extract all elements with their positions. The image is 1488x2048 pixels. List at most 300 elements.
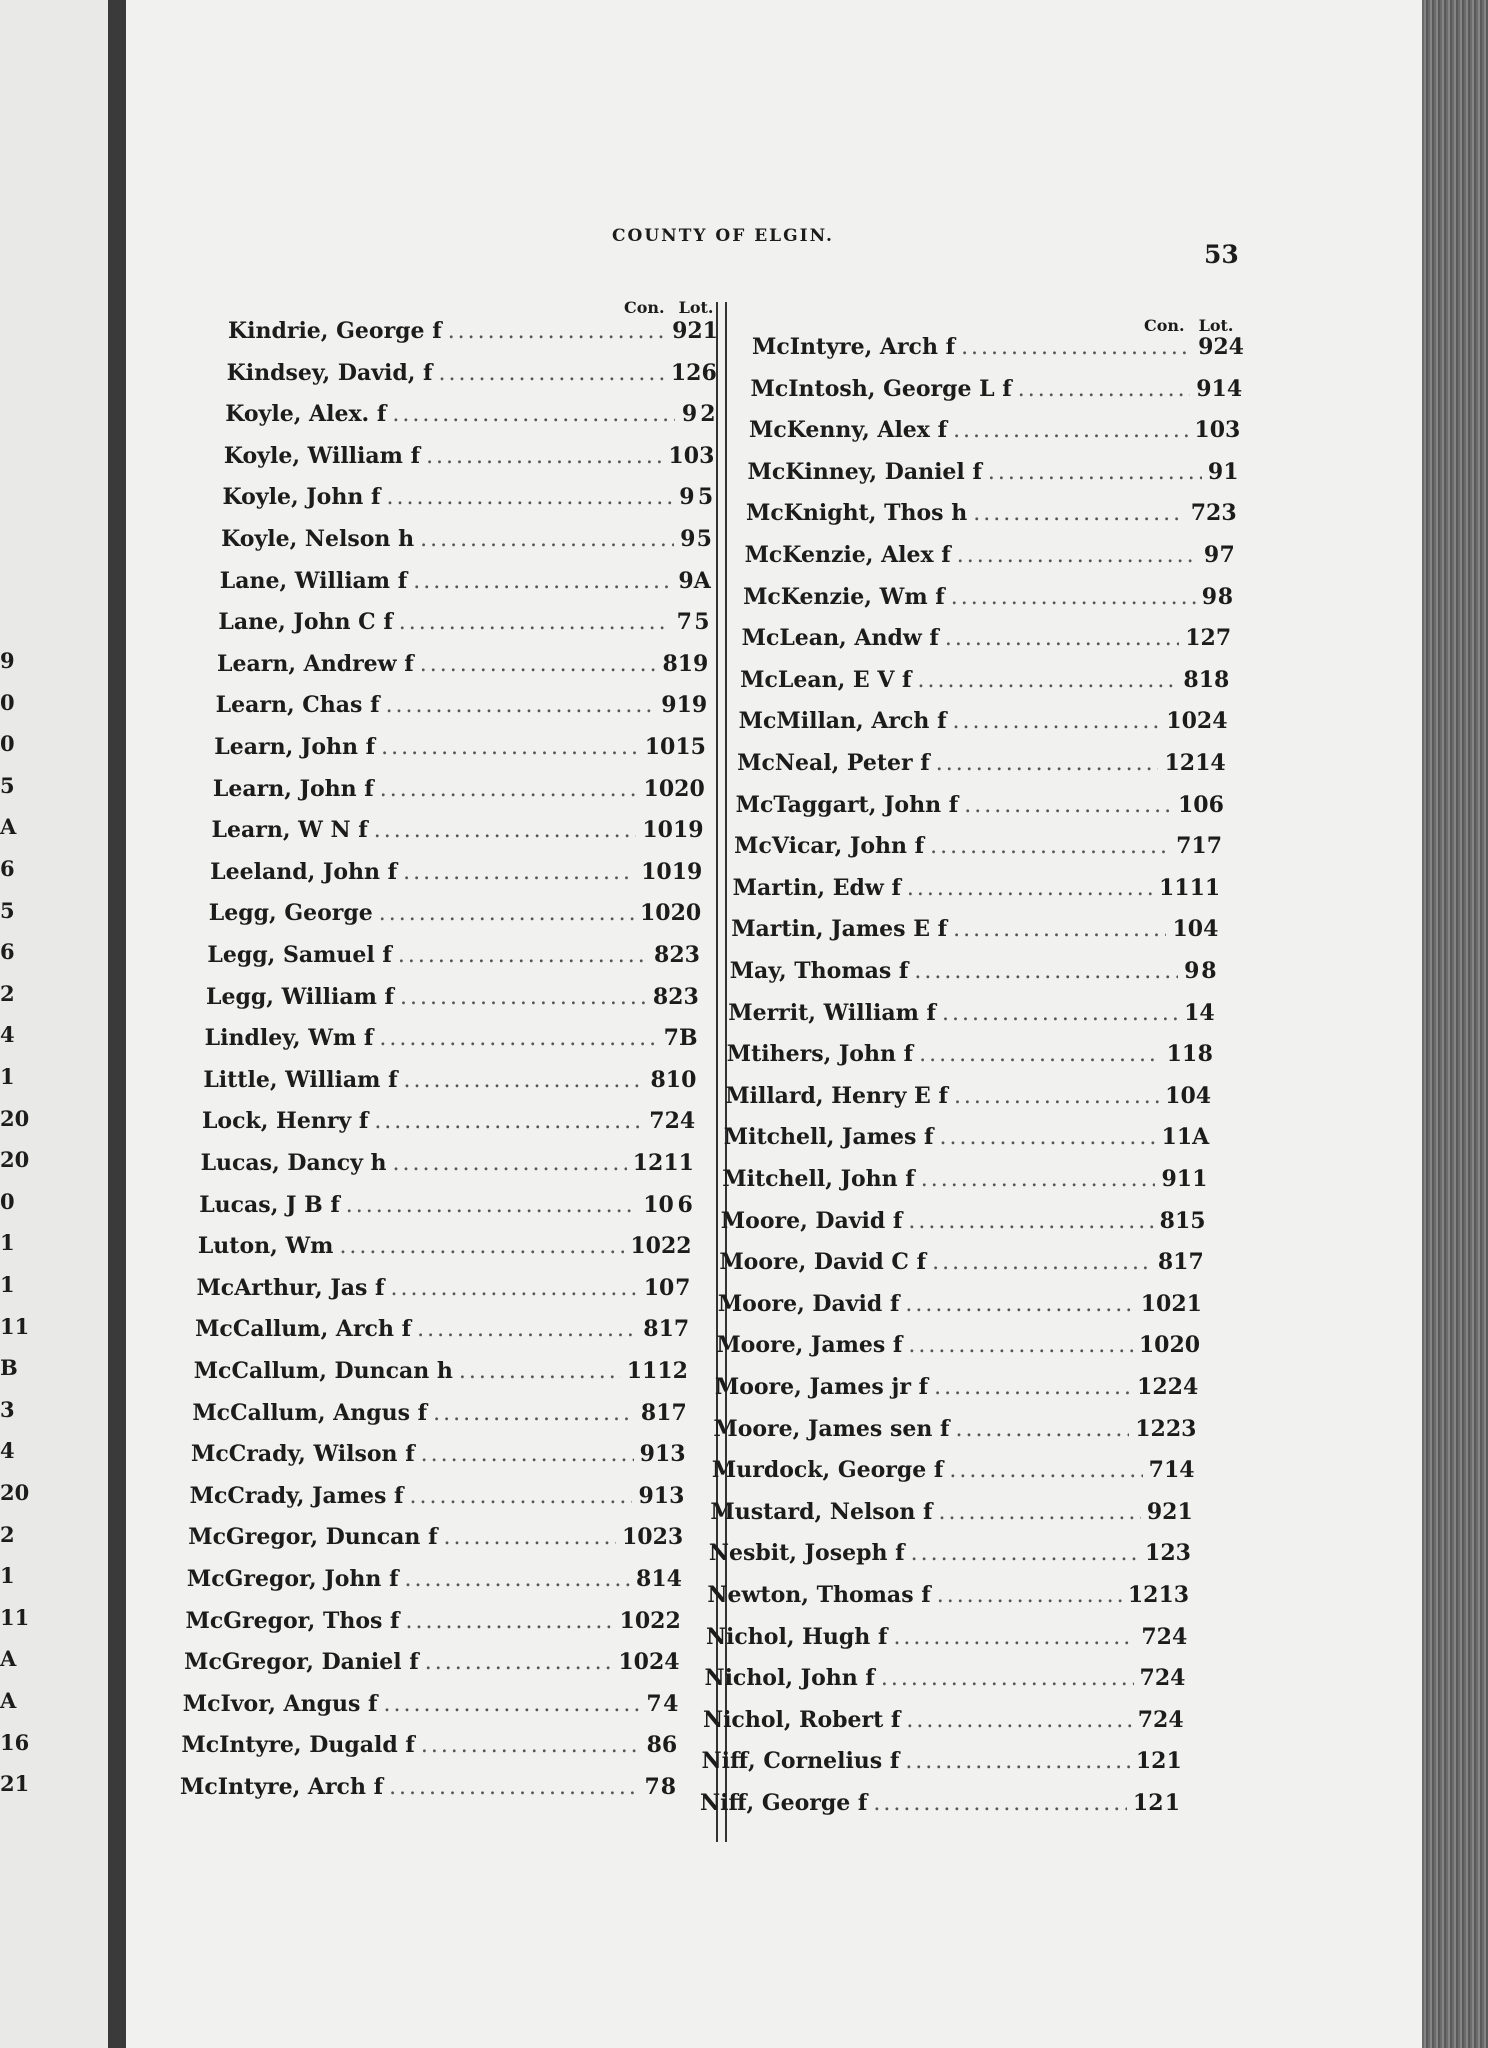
- entry-con: 8: [636, 1566, 652, 1592]
- margin-number: 4: [0, 1438, 15, 1464]
- entry-name: McCallum, Duncan h: [193, 1358, 453, 1384]
- leader-dots: [951, 585, 1196, 610]
- leader-dots: [405, 1567, 631, 1592]
- margin-number: 0: [0, 1188, 15, 1214]
- entry-con: 10: [1140, 1290, 1172, 1317]
- index-entry: [736, 792, 1224, 824]
- margin-number: 2: [0, 980, 15, 1006]
- margin-number: A: [0, 1646, 17, 1672]
- leader-dots: [391, 1276, 638, 1301]
- entry-con: 10: [1138, 1332, 1170, 1359]
- entry-con: 10: [1194, 417, 1226, 444]
- entry-name: Little, William f: [203, 1066, 398, 1093]
- leader-dots: [873, 1791, 1127, 1816]
- index-entry: [721, 1208, 1206, 1240]
- index-entry: [703, 1707, 1184, 1739]
- con-header: Con.: [624, 298, 665, 317]
- entry-con: 7: [676, 609, 692, 636]
- leader-dots: [374, 818, 637, 843]
- entry-lot: 24: [664, 1108, 696, 1135]
- entry-name: Leeland, John f: [210, 858, 398, 885]
- entry-lot: 23: [1165, 1415, 1197, 1442]
- index-entry: [216, 692, 708, 724]
- index-entry: [740, 667, 1229, 699]
- margin-number: 1: [0, 1563, 15, 1589]
- entry-name: Nichol, Robert f: [702, 1706, 901, 1733]
- index-entry: [184, 1649, 679, 1681]
- index-entry: [185, 1608, 680, 1640]
- index-entry: [710, 1499, 1192, 1531]
- entry-lot: 6: [701, 359, 717, 386]
- index-entry: [213, 776, 705, 808]
- entry-name: Mitchell, John f: [722, 1166, 915, 1192]
- leader-dots: [937, 1583, 1122, 1608]
- leader-dots: [961, 335, 1192, 360]
- entry-lot: 22: [660, 1233, 692, 1260]
- index-entry: [752, 334, 1244, 366]
- index-entry: [192, 1400, 686, 1432]
- entry-con: 10: [1177, 791, 1209, 818]
- entry-name: McKnight, Thos h: [746, 500, 968, 527]
- entry-lot: A: [693, 567, 711, 594]
- entry-lot: 18: [1198, 666, 1230, 693]
- leader-dots: [404, 1068, 645, 1093]
- entry-name: Nichol, John f: [704, 1665, 875, 1692]
- entry-lot: 17: [658, 1316, 690, 1343]
- entry-name: McCallum, Arch f: [195, 1316, 412, 1343]
- leader-dots: [921, 1167, 1156, 1192]
- index-entry: [183, 1691, 679, 1723]
- left-column-header: [624, 298, 728, 317]
- index-entry: [227, 360, 717, 392]
- entry-name: Martin, Edw f: [732, 874, 901, 901]
- entry-lot: 24: [1196, 708, 1228, 735]
- leader-dots: [905, 1749, 1130, 1774]
- index-entry: [728, 1000, 1215, 1032]
- entry-lot: 12: [657, 1358, 688, 1384]
- index-entry: [206, 984, 699, 1016]
- index-entry: [212, 817, 704, 849]
- entry-name: Luton, Wm: [197, 1233, 334, 1260]
- leader-dots: [930, 834, 1170, 859]
- index-entry: [181, 1732, 677, 1764]
- entry-con: 9: [1146, 1498, 1163, 1525]
- index-entry: [202, 1108, 695, 1140]
- leader-dots: [934, 1375, 1131, 1400]
- entry-name: Learn, John f: [214, 734, 376, 760]
- margin-number: 1: [0, 1230, 15, 1256]
- entry-lot: 20: [674, 775, 705, 802]
- entry-lot: 3: [1225, 417, 1241, 444]
- leader-dots: [399, 610, 671, 635]
- leader-dots: [410, 1484, 633, 1509]
- entry-name: McCrady, James f: [189, 1482, 404, 1509]
- entry-name: McArthur, Jas f: [196, 1274, 385, 1301]
- margin-number: 0: [0, 689, 15, 715]
- margin-number: 16: [0, 1729, 30, 1755]
- entry-name: McTaggart, John f: [735, 791, 959, 818]
- entry-name: McIntyre, Arch f: [752, 334, 956, 360]
- entry-name: Mtihers, John f: [726, 1041, 914, 1068]
- leader-dots: [945, 626, 1179, 651]
- entry-con: 8: [652, 983, 669, 1010]
- entry-lot: 19: [671, 858, 703, 885]
- entry-con: 12: [670, 359, 702, 386]
- entry-name: Moore, James jr f: [714, 1374, 929, 1400]
- margin-number: 0: [0, 731, 15, 757]
- entry-con: 12: [1145, 1540, 1176, 1567]
- entry-name: McKenzie, Alex f: [744, 542, 951, 568]
- index-entry: [748, 459, 1239, 491]
- entry-name: Koyle, William f: [223, 442, 421, 469]
- index-entry: [719, 1249, 1203, 1281]
- entry-name: McIvor, Angus f: [182, 1690, 378, 1717]
- entry-name: Lock, Henry f: [201, 1108, 369, 1135]
- index-entry: [221, 526, 712, 558]
- running-head: COUNTY OF ELGIN.: [612, 226, 834, 246]
- con-header: Con.: [1144, 316, 1185, 335]
- index-entry: [727, 1041, 1213, 1073]
- margin-number: B: [0, 1355, 18, 1381]
- entry-name: Lucas, J B f: [199, 1191, 340, 1218]
- entry-name: McIntyre, Dugald f: [181, 1732, 415, 1759]
- leader-dots: [957, 543, 1198, 568]
- index-entry: [224, 443, 715, 475]
- lot-header: Lot.: [678, 298, 714, 317]
- entry-con: 12: [1132, 1790, 1164, 1816]
- index-entry: [207, 942, 700, 974]
- leader-dots: [421, 1733, 641, 1758]
- leader-dots: [413, 569, 672, 594]
- entry-lot: 24: [1153, 1706, 1184, 1733]
- entry-lot: 17: [656, 1399, 687, 1426]
- leader-dots: [881, 1666, 1134, 1691]
- leader-dots: [1018, 377, 1190, 402]
- entry-name: Moore, David f: [720, 1207, 903, 1234]
- index-entry: [707, 1582, 1189, 1614]
- entry-con: 12: [1164, 750, 1196, 776]
- leader-dots: [918, 668, 1178, 693]
- entry-lot: 15: [675, 734, 706, 760]
- entry-con: 11: [1158, 874, 1190, 901]
- margin-number: 4: [0, 1022, 15, 1048]
- entry-name: Kindrie, George f: [228, 318, 442, 344]
- leader-dots: [908, 1333, 1132, 1358]
- leader-dots: [380, 777, 638, 802]
- entry-name: Murdock, George f: [711, 1457, 944, 1484]
- entry-name: Learn, John f: [212, 775, 374, 802]
- entry-lot: 11: [1189, 874, 1221, 901]
- entry-lot: 21: [1171, 1290, 1202, 1317]
- leader-dots: [988, 460, 1202, 485]
- entry-lot: A: [1192, 1124, 1210, 1151]
- index-entry: [195, 1316, 689, 1348]
- leader-dots: [448, 319, 666, 344]
- leader-dots: [949, 1458, 1142, 1483]
- page-edges: [1422, 0, 1488, 2048]
- entry-name: Koyle, Alex. f: [225, 401, 387, 428]
- entry-con: 9: [679, 484, 695, 511]
- entry-name: Lindley, Wm f: [204, 1025, 374, 1052]
- entry-name: Nichol, Hugh f: [705, 1623, 888, 1650]
- entry-con: 8: [643, 1316, 659, 1343]
- entry-con: 9: [680, 526, 696, 552]
- entry-name: Niff, Cornelius f: [701, 1748, 900, 1775]
- leader-dots: [954, 1084, 1159, 1109]
- entry-lot: 6: [661, 1732, 678, 1759]
- leader-dots: [406, 1609, 614, 1634]
- entry-lot: 1: [1166, 1748, 1182, 1775]
- entry-con: 8: [654, 942, 670, 968]
- entry-con: 10: [618, 1649, 649, 1676]
- entry-con: 12: [1137, 1374, 1168, 1400]
- entry-con: 9: [1201, 583, 1218, 610]
- leader-dots: [914, 959, 1178, 984]
- entry-name: Learn, Andrew f: [217, 650, 414, 677]
- index-entry: [190, 1483, 685, 1515]
- leader-dots: [425, 1650, 613, 1675]
- entry-name: McGregor, John f: [186, 1566, 399, 1592]
- entry-name: McLean, Andw f: [741, 625, 939, 652]
- entry-lot: 19: [672, 817, 704, 844]
- leader-dots: [938, 1500, 1140, 1525]
- entry-name: McCallum, Angus f: [192, 1399, 428, 1426]
- entry-lot: 5: [697, 484, 714, 511]
- entry-lot: 4: [1195, 1082, 1212, 1109]
- margin-number: 9: [0, 648, 15, 673]
- leader-dots: [393, 1151, 627, 1176]
- index-entry: [228, 318, 718, 350]
- entry-con: 1: [1184, 999, 1200, 1026]
- entry-con: 10: [643, 775, 675, 802]
- entry-con: 7: [644, 1774, 660, 1800]
- entry-con: 7: [1139, 1665, 1155, 1692]
- entry-name: McKenzie, Wm f: [743, 583, 945, 610]
- leader-dots: [964, 793, 1172, 818]
- entry-lot: 20: [1169, 1332, 1201, 1359]
- entry-con: 9: [1161, 1166, 1177, 1192]
- entry-lot: 22: [650, 1607, 681, 1634]
- leader-dots: [386, 693, 656, 718]
- entry-name: Legg, William f: [206, 983, 395, 1010]
- entry-name: McIntyre, Arch f: [180, 1774, 384, 1800]
- leader-dots: [339, 1234, 624, 1259]
- leader-dots: [936, 751, 1159, 776]
- entry-lot: 5: [694, 609, 710, 636]
- entry-name: McKinney, Daniel f: [747, 458, 982, 485]
- entry-name: Lane, William f: [219, 567, 408, 594]
- index-entry: [734, 833, 1222, 865]
- margin-number: 20: [0, 1147, 30, 1173]
- margin-number: 20: [0, 1480, 30, 1505]
- entry-con: 8: [1157, 1249, 1174, 1276]
- entry-con: 12: [1185, 625, 1216, 652]
- entry-lot: 6: [677, 1191, 693, 1218]
- margin-number: A: [0, 814, 17, 840]
- leader-dots: [942, 1001, 1178, 1026]
- entry-con: 9: [1198, 334, 1214, 360]
- entry-name: Learn, W N f: [211, 817, 368, 844]
- leader-dots: [420, 527, 674, 552]
- index-entry: [715, 1374, 1198, 1406]
- index-entry: [220, 568, 711, 600]
- entry-con: 10: [1165, 1082, 1196, 1109]
- entry-lot: 24: [1167, 1374, 1199, 1400]
- entry-lot: 21: [687, 318, 718, 344]
- margin-number: 20: [0, 1105, 30, 1131]
- margin-number: 5: [0, 897, 15, 923]
- lot-header: Lot.: [1198, 316, 1234, 335]
- leader-dots: [386, 485, 672, 510]
- entry-lot: 14: [1163, 1457, 1195, 1484]
- entry-con: 8: [1159, 1207, 1175, 1234]
- entry-con: 10: [642, 817, 673, 844]
- index-entry: [203, 1067, 696, 1099]
- entry-con: 12: [632, 1150, 664, 1176]
- leader-dots: [426, 444, 662, 469]
- leader-dots: [421, 1442, 634, 1467]
- entry-lot: 8: [660, 1774, 676, 1800]
- entry-lot: 20: [670, 900, 702, 927]
- entry-lot: 7: [675, 1274, 691, 1301]
- leader-dots: [392, 402, 675, 427]
- margin-number: 2: [0, 1521, 15, 1547]
- entry-lot: 24: [1154, 1665, 1186, 1692]
- leader-dots: [381, 735, 639, 760]
- entry-lot: 2: [700, 401, 716, 428]
- entry-con: 10: [639, 900, 671, 927]
- leader-dots: [955, 1417, 1129, 1442]
- entry-lot: 1: [1223, 458, 1239, 485]
- leader-dots: [346, 1193, 637, 1218]
- entry-con: 7: [1137, 1706, 1154, 1733]
- index-entry: [718, 1291, 1202, 1323]
- entry-lot: 7: [1219, 542, 1235, 568]
- book-gutter: [108, 0, 126, 2048]
- entry-lot: 24: [1156, 1623, 1188, 1650]
- entry-name: McGregor, Daniel f: [184, 1649, 419, 1676]
- leader-dots: [439, 361, 665, 386]
- entry-con: 9: [1207, 458, 1224, 485]
- margin-number: 3: [0, 1396, 15, 1422]
- margin-number: 5: [0, 772, 15, 798]
- entry-lot: 3: [1175, 1540, 1191, 1567]
- leader-dots: [973, 501, 1185, 526]
- margin-number: 6: [0, 939, 15, 965]
- entry-con: 7: [1141, 1623, 1157, 1650]
- right-column-header: [1144, 316, 1248, 335]
- entry-con: 9: [1184, 958, 1200, 984]
- leader-dots: [953, 709, 1161, 734]
- leader-dots: [932, 1250, 1152, 1275]
- margin-number: 6: [0, 856, 15, 881]
- index-entry: [749, 417, 1240, 449]
- entry-con: 10: [1166, 708, 1197, 735]
- index-entry: [739, 708, 1228, 740]
- leader-dots: [905, 1292, 1134, 1317]
- entry-con: 11: [1161, 1124, 1193, 1151]
- entry-lot: 7: [1215, 625, 1232, 652]
- entry-con: 10: [668, 442, 700, 469]
- entry-name: Mitchell, James f: [723, 1124, 934, 1151]
- entry-con: 10: [644, 734, 676, 760]
- index-entry: [712, 1457, 1195, 1489]
- index-entry: [223, 484, 714, 516]
- entry-lot: 19: [676, 692, 708, 719]
- index-entry: [701, 1748, 1181, 1780]
- entry-name: Lane, John C f: [218, 609, 393, 636]
- entry-name: Mustard, Nelson f: [710, 1498, 933, 1525]
- entry-lot: 23: [652, 1524, 684, 1551]
- entry-con: 8: [1183, 666, 1199, 693]
- entry-lot: 8: [1197, 1041, 1213, 1068]
- entry-name: McLean, E V f: [740, 666, 912, 693]
- leader-dots: [459, 1359, 621, 1384]
- entry-name: McGregor, Thos f: [185, 1607, 400, 1634]
- index-entry: [210, 859, 702, 891]
- index-entry: [704, 1665, 1185, 1697]
- index-entry: [731, 916, 1218, 948]
- entry-con: 7: [1176, 833, 1192, 860]
- index-entry: [198, 1233, 692, 1265]
- entry-name: Merrit, William f: [728, 999, 936, 1026]
- index-entry: [187, 1566, 682, 1598]
- leader-dots: [940, 1125, 1156, 1150]
- index-entry: [716, 1332, 1200, 1364]
- leader-dots: [389, 1775, 638, 1800]
- entry-con: 11: [626, 1358, 658, 1384]
- entry-lot: 6: [1208, 791, 1224, 818]
- entry-lot: 15: [1174, 1207, 1206, 1234]
- margin-number: 21: [0, 1771, 30, 1797]
- index-entry: [194, 1358, 688, 1390]
- entry-lot: 4: [1203, 916, 1219, 943]
- entry-con: 10: [630, 1233, 661, 1260]
- entry-name: May, Thomas f: [729, 958, 909, 984]
- margin-number: A: [0, 1688, 17, 1713]
- entry-lot: 17: [1173, 1249, 1204, 1276]
- index-entry: [725, 1083, 1211, 1115]
- leader-dots: [911, 1541, 1139, 1566]
- leader-dots: [953, 917, 1166, 942]
- entry-con: 11: [1166, 1041, 1198, 1068]
- leader-dots: [893, 1625, 1135, 1650]
- entry-lot: 14: [1211, 375, 1243, 402]
- leader-dots: [403, 860, 635, 885]
- entry-con: 9: [672, 318, 688, 344]
- entry-name: Moore, David C f: [719, 1249, 927, 1276]
- entry-con: 12: [1127, 1582, 1159, 1608]
- entry-lot: 23: [668, 983, 699, 1010]
- leader-dots: [398, 943, 648, 968]
- entry-lot: 1: [1164, 1790, 1180, 1816]
- entry-lot: 10: [665, 1066, 697, 1093]
- entry-lot: 24: [648, 1649, 680, 1676]
- index-entry: [209, 900, 701, 932]
- entry-lot: 11: [1176, 1166, 1208, 1192]
- entry-con: 10: [643, 1274, 675, 1301]
- previous-page-margin: [0, 0, 108, 2048]
- index-entry: [700, 1790, 1180, 1822]
- entry-con: 9: [638, 1482, 654, 1509]
- leader-dots: [420, 652, 657, 677]
- entry-con: 10: [621, 1524, 653, 1551]
- entry-lot: 13: [654, 1441, 686, 1468]
- margin-number: 1: [0, 1064, 15, 1089]
- entry-con: 9: [681, 401, 698, 428]
- leader-dots: [400, 985, 647, 1010]
- index-entry: [199, 1192, 693, 1224]
